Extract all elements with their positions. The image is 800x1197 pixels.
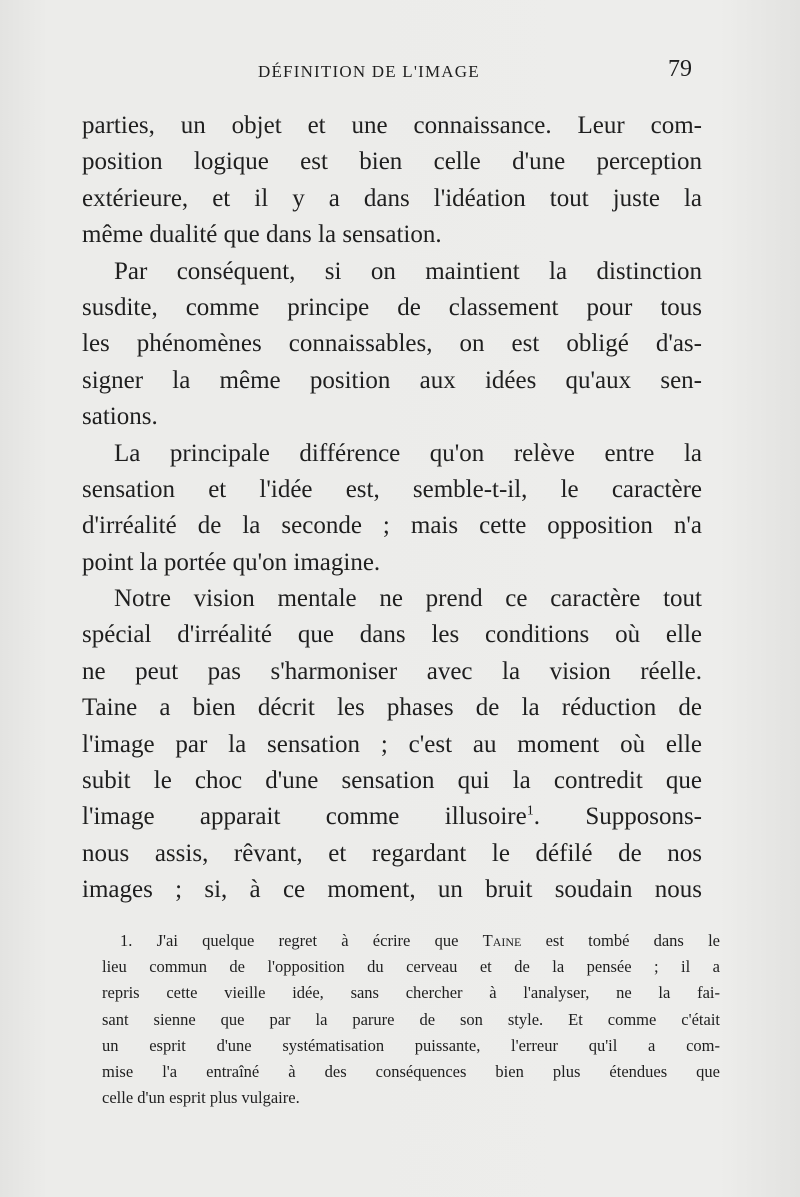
text-line: extérieure, et il y a dans l'idéation tout juste la bbox=[82, 184, 702, 212]
text-line: les phénomènes connaissables, on est obligé d'as- bbox=[82, 330, 702, 358]
body-text bbox=[82, 108, 702, 909]
text-line: l'image par la sensation ; c'est au moment où elle bbox=[82, 730, 702, 758]
running-title: DÉFINITION DE L'IMAGE bbox=[258, 62, 480, 81]
footnote-line: repris cette vieille idée, sans chercher à l'analyser, ne la fai- bbox=[102, 983, 720, 1003]
text-line: images ; si, à ce moment, un bruit soudain nous bbox=[82, 876, 702, 904]
footnote-text: 1. J'ai quelque regret à écrire que bbox=[120, 931, 483, 950]
footnote-line: lieu commun de l'opposition du cerveau et de la pensée ; il a bbox=[102, 957, 720, 977]
text-line: susdite, comme principe de classement pour tous bbox=[82, 293, 702, 321]
text-line: Par conséquent, si on maintient la distinction bbox=[114, 257, 702, 285]
text-line: subit le choc d'une sensation qui la contredit que bbox=[82, 767, 702, 795]
text-line: signer la même position aux idées qu'aux sen- bbox=[82, 366, 702, 394]
text-line: spécial d'irréalité que dans les conditions où elle bbox=[82, 621, 702, 649]
text-line: sations. bbox=[82, 403, 158, 431]
footnote-text: est tombé dans le bbox=[521, 931, 720, 950]
text-line: parties, un objet et une connaissance. Leur com- bbox=[82, 112, 702, 139]
footnote bbox=[102, 928, 720, 1111]
text-line: même dualité que dans la sensation. bbox=[82, 221, 442, 249]
footnote-reference: 1 bbox=[526, 804, 534, 820]
footnote-line: celle d'un esprit plus vulgaire. bbox=[102, 1088, 300, 1108]
text-line: point la portée qu'on imagine. bbox=[82, 548, 381, 576]
running-head bbox=[0, 56, 800, 96]
text-line: Taine a bien décrit les phases de la réduction de bbox=[82, 694, 702, 722]
page-number: 79 bbox=[668, 56, 692, 82]
text-line-with-note bbox=[82, 799, 702, 835]
text-line: ne peut pas s'harmoniser avec la vision réelle. bbox=[82, 657, 702, 685]
text-line: position logique est bien celle d'une perception bbox=[82, 148, 702, 176]
text-line: d'irréalité de la seconde ; mais cette opposition n'a bbox=[82, 512, 702, 540]
author-name: Taine bbox=[482, 931, 522, 950]
text-line: Notre vision mentale ne prend ce caractère tout bbox=[114, 585, 702, 613]
footnote-line: un esprit d'une systématisation puissante, l'erreur qu'il a com- bbox=[102, 1035, 720, 1055]
line-text-tail: . Supposons- bbox=[533, 803, 702, 831]
text-line: sensation et l'idée est, semble-t-il, le caractère bbox=[82, 475, 702, 503]
text-line: La principale différence qu'on relève entre la bbox=[114, 439, 702, 467]
footnote-line: sant sienne que par la parure de son style. Et comme c'était bbox=[102, 1009, 720, 1029]
line-text: l'image apparait comme illusoire bbox=[82, 803, 527, 831]
text-line: nous assis, rêvant, et regardant le défilé de nos bbox=[82, 839, 702, 867]
footnote-line bbox=[102, 928, 720, 954]
footnote-line: mise l'a entraîné à des conséquences bien plus étendues que bbox=[102, 1061, 720, 1081]
